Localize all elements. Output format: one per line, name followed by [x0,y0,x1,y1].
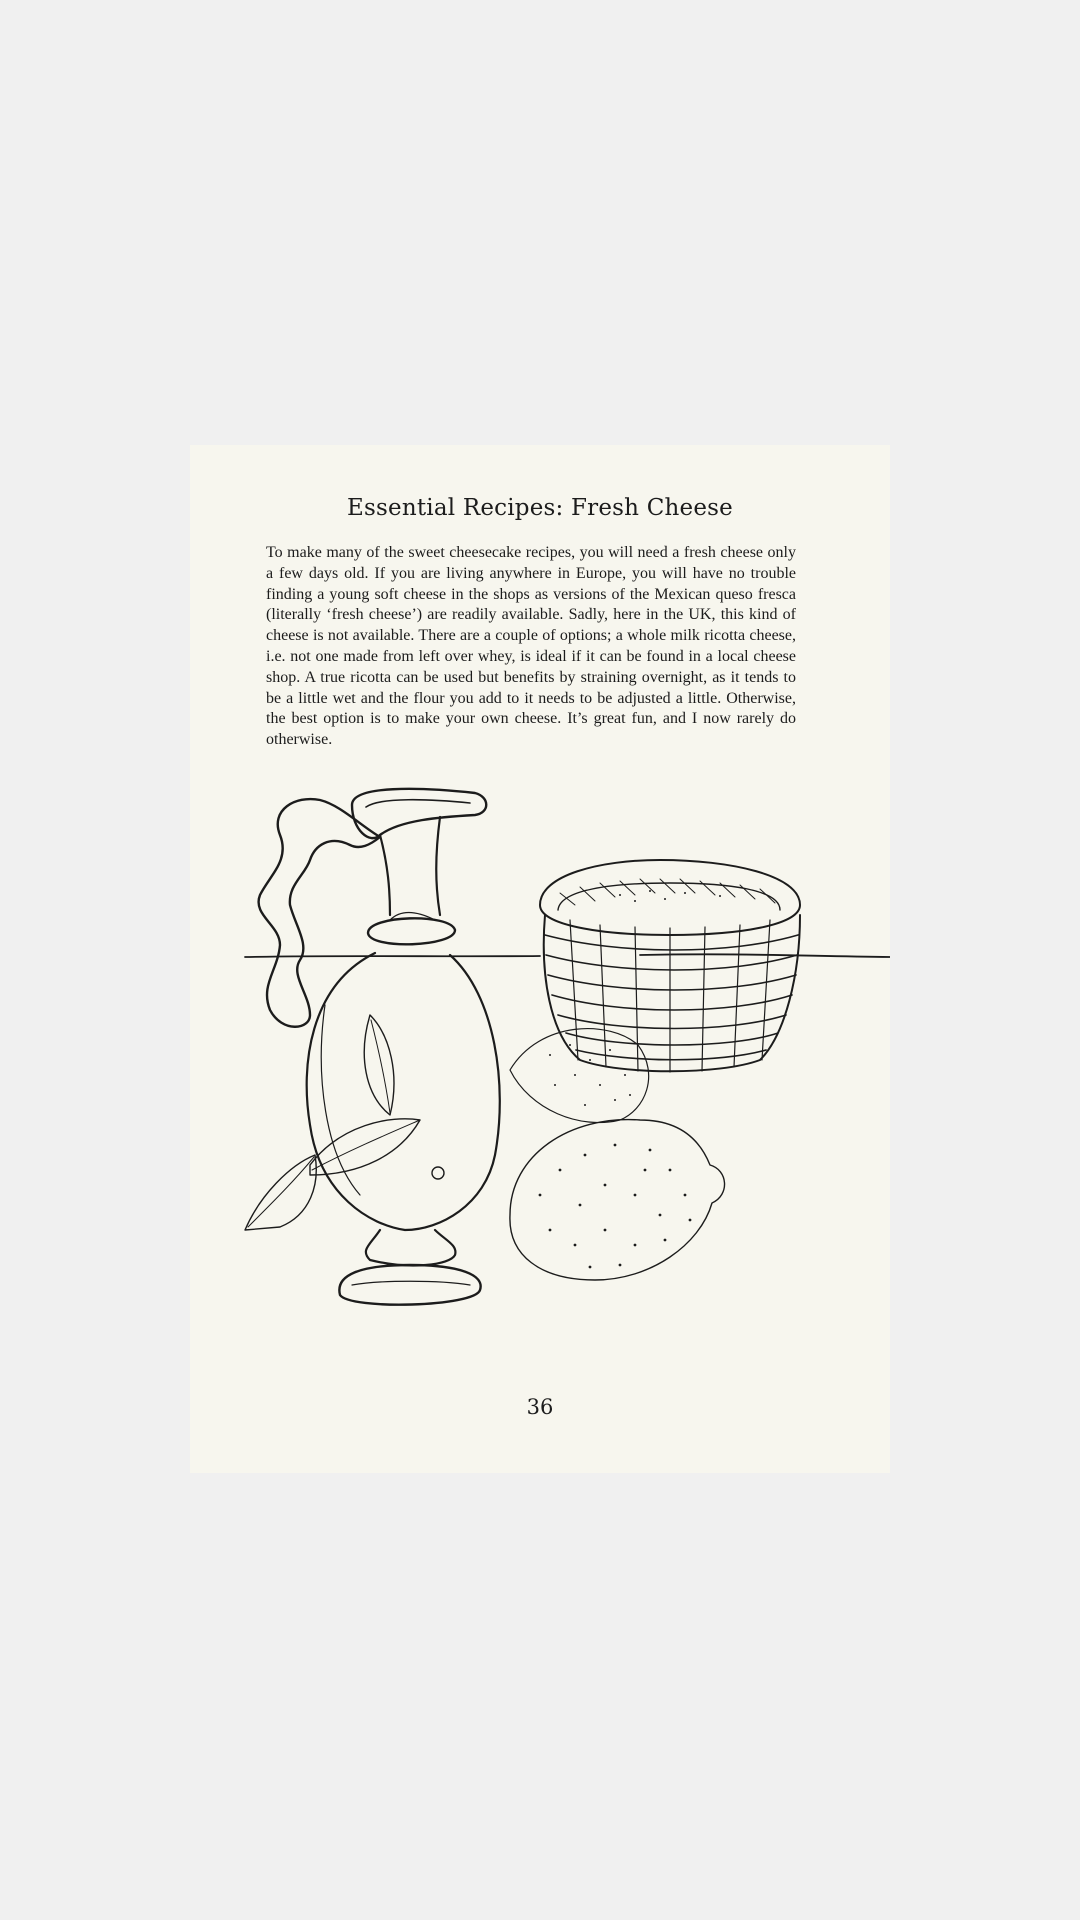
lemon-icon [510,1120,725,1280]
body-paragraph: To make many of the sweet cheesecake recipes, you will need a fresh cheese only a few days old. If you are living anywhere in Europe, you will have no trouble finding a young soft cheese in the shops as versions of the Mexican queso fresca (literally ‘fresh cheese’) are readily available. Sadly, here in the UK, this kind of cheese is not available. There are a couple of options; a whole milk ricotta cheese, i.e. not one made from left over whey, is ideal if it can be found in a local cheese shop. A true ricotta can be used but benefits by straining overnight, as it tends to be a little wet and the flour you add to it needs to be adjusted a little. Otherwise, the best option is to make your own cheese. It’s great fun, and I now rarely do otherwise. [266,544,796,749]
still-life-illustration [240,775,890,1355]
page-title: Essential Recipes: Fresh Cheese [347,495,733,521]
page-number: 36 [526,1395,554,1419]
wicker-basket-icon [540,860,800,1072]
leaf-icon [245,1015,420,1230]
jug-icon [259,789,500,1305]
still-life-drawing [240,775,890,1355]
book-page [190,445,890,1473]
